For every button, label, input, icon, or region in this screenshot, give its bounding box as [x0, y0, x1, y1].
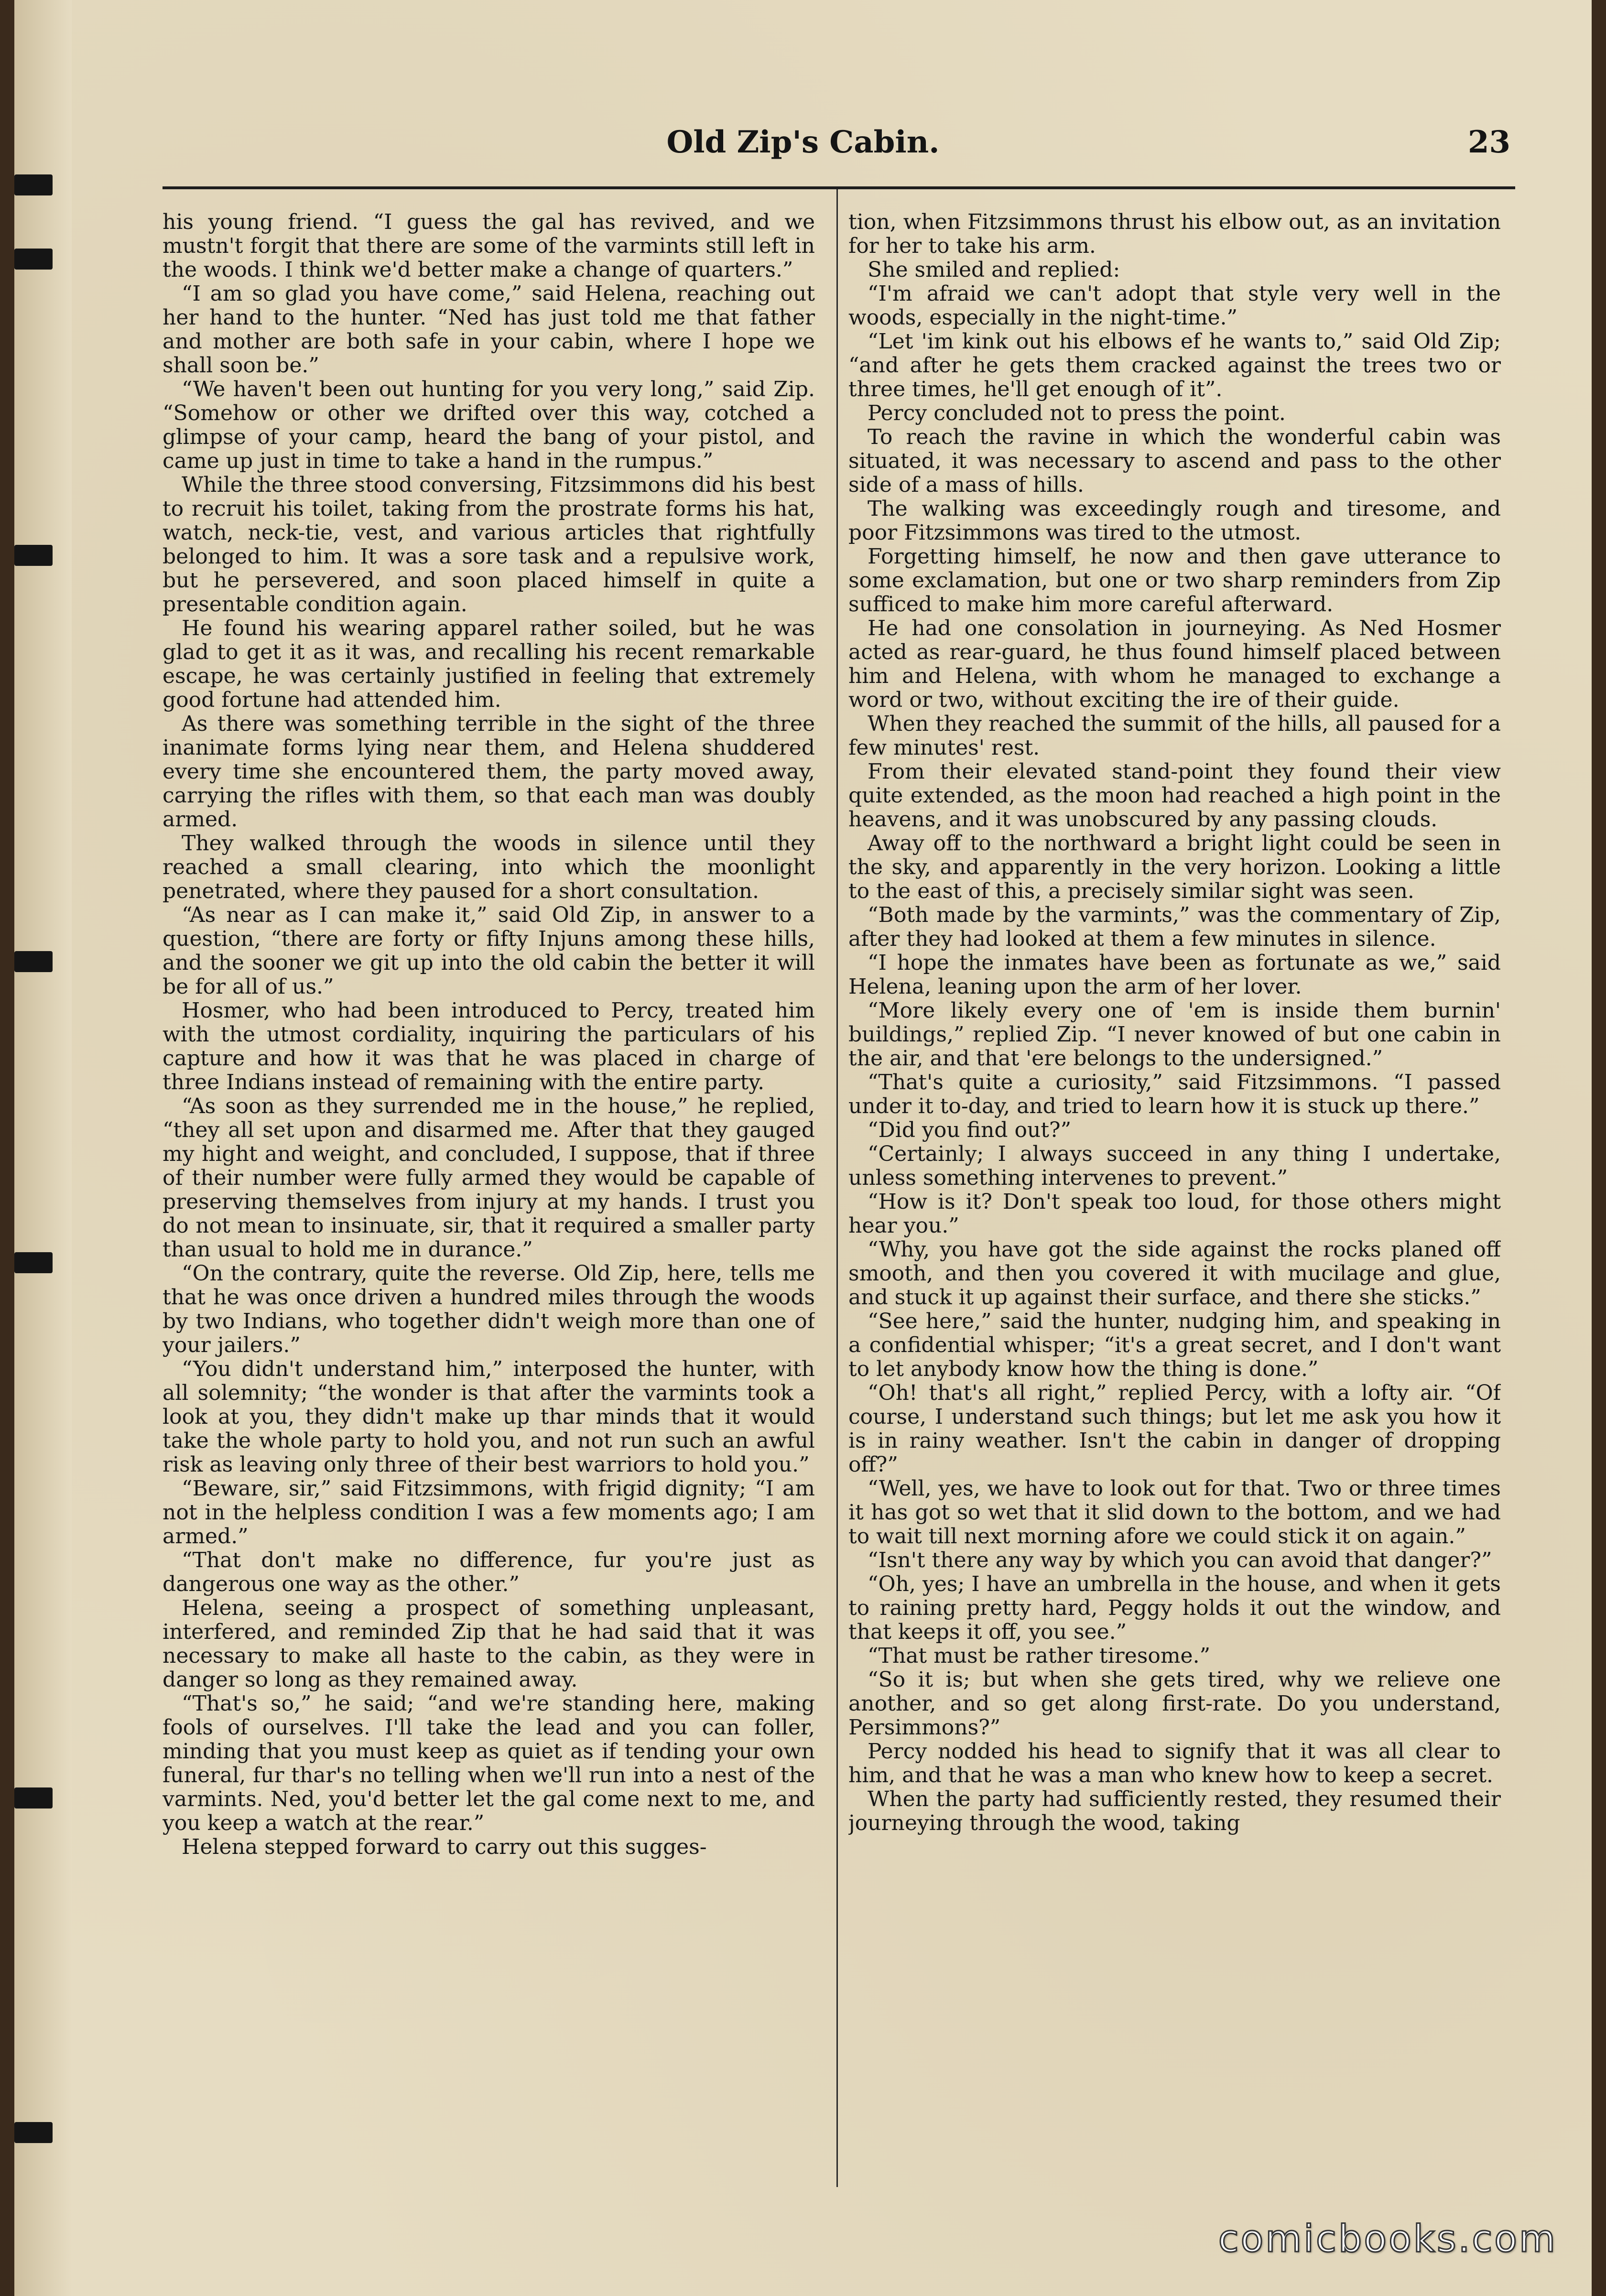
paragraph: “I hope the inmates have been as fortunate as we,” said Helena, leaning upon the arm of her lover.	[848, 951, 1501, 999]
binding-stitch	[14, 545, 53, 566]
paragraph: “That's so,” he said; “and we're standing here, making fools of ourselves. I'll take the lead and you can foller, minding that you must keep as quiet as if tending your own funeral, fur thar's no telling when we'll run into a nest of the varmints. Ned, you'd better let the gal come next to me, and you keep a watch at the rear.”	[163, 1691, 815, 1835]
paragraph: “You didn't understand him,” interposed the hunter, with all solemnity; “the wonder is that after the varmints took a look at you, they didn't make up thar minds that it would take the whole party to hold you, and not run such an awful risk as leaving only three of their best warriors to hold you.”	[163, 1357, 815, 1477]
watermark: comicbooks.com	[1218, 2218, 1557, 2261]
paragraph: “Why, you have got the side against the rocks planed off smooth, and then you covered it with mucilage and glue, and stuck it up against their surface, and there she sticks.”	[848, 1237, 1501, 1310]
paragraph: Helena, seeing a prospect of something unpleasant, interfered, and reminded Zip that he had said that it was necessary to make all haste to the cabin, as they were in danger so long as they remained away.	[163, 1596, 815, 1692]
column-divider	[836, 189, 838, 2187]
binding-gutter	[14, 0, 72, 2296]
paragraph: “Oh! that's all right,” replied Percy, with a lofty air. “Of course, I understand such things; but let me ask you how it is in rainy weather. Isn't the cabin in danger of dropping off?”	[848, 1381, 1501, 1477]
paragraph: “More likely every one of 'em is inside them burnin' buildings,” replied Zip. “I never knowed of but one cabin in the air, and that 'ere belongs to the undersigned.”	[848, 998, 1501, 1071]
paragraph: his young friend. “I guess the gal has revived, and we mustn't forgit that there are some of the varmints still left in the woods. I think we'd better make a change of quarters.”	[163, 210, 815, 282]
paragraph: Hosmer, who had been introduced to Percy, treated him with the utmost cordiality, inquiring the particulars of his capture and how it was that he was placed in charge of three Indians instead of remaining with the entire party.	[163, 998, 815, 1094]
paragraph: He had one consolation in journeying. As Ned Hosmer acted as rear-guard, he thus found himself placed between him and Helena, with whom he managed to exchange a word or two, without exciting the ire of their guide.	[848, 616, 1501, 712]
paragraph: The walking was exceedingly rough and tiresome, and poor Fitzsimmons was tired to the utmost.	[848, 497, 1501, 545]
paragraph: “We haven't been out hunting for you very long,” said Zip. “Somehow or other we drifted over this way, cotched a glimpse of your camp, heard the bang of your pistol, and came up just in time to take a hand in the rumpus.”	[163, 377, 815, 473]
paragraph: “Both made by the varmints,” was the commentary of Zip, after they had looked at them a few minutes in silence.	[848, 903, 1501, 951]
binding-stitch	[14, 951, 53, 972]
paragraph: When they reached the summit of the hills, all paused for a few minutes' rest.	[848, 712, 1501, 760]
running-title: Old Zip's Cabin.	[666, 124, 940, 160]
paragraph: “That don't make no difference, fur you're just as dangerous one way as the other.”	[163, 1548, 815, 1596]
right-column	[848, 210, 1501, 2194]
paragraph: From their elevated stand-point they found their view quite extended, as the moon had reached a high point in the heavens, and it was unobscured by any passing clouds.	[848, 759, 1501, 832]
paragraph: “Beware, sir,” said Fitzsimmons, with frigid dignity; “I am not in the helpless condition I was a few moments ago; I am armed.”	[163, 1476, 815, 1549]
paragraph: “I'm afraid we can't adopt that style very well in the woods, especially in the night-time.”	[848, 282, 1501, 330]
paragraph: She smiled and replied:	[868, 258, 1120, 282]
paragraph: Percy concluded not to press the point.	[868, 401, 1286, 425]
paragraph: As there was something terrible in the sight of the three inanimate forms lying near them, and Helena shuddered every time she encountered them, the party moved away, carrying the rifles with them, so that each man was doubly armed.	[163, 712, 815, 832]
page-number: 23	[1467, 124, 1510, 160]
paragraph: He found his wearing apparel rather soiled, but he was glad to get it as it was, and recalling his recent remarkable escape, he was certainly justified in feeling that extremely good fortune had attended him.	[163, 616, 815, 712]
page-header	[14, 119, 1592, 172]
binding-stitch	[14, 1787, 53, 1809]
paragraph: “On the contrary, quite the reverse. Old Zip, here, tells me that he was once driven a hundred miles through the woods by two Indians, who together didn't weigh more than one of your jailers.”	[163, 1261, 815, 1357]
paragraph: “That must be rather tiresome.”	[868, 1644, 1211, 1668]
magazine-page	[14, 0, 1592, 2296]
paragraph: tion, when Fitzsimmons thrust his elbow out, as an invitation for her to take his arm.	[848, 210, 1501, 258]
paragraph: “Did you find out?”	[868, 1118, 1072, 1142]
paragraph: “So it is; but when she gets tired, why we relieve one another, and so get along first-rate. Do you understand, Persimmons?”	[848, 1668, 1501, 1740]
paragraph: Percy nodded his head to signify that it was all clear to him, and that he was a man who knew how to keep a secret.	[848, 1739, 1501, 1787]
left-column	[163, 210, 815, 2194]
paragraph: While the three stood conversing, Fitzsimmons did his best to recruit his toilet, taking from the prostrate forms his hat, watch, neck-tie, vest, and various articles that rightfully belonged to him. It was a sore task and a repulsive work, but he persevered, and soon placed himself in quite a presentable condition again.	[163, 473, 815, 617]
paragraph: “How is it? Don't speak too loud, for those others might hear you.”	[848, 1190, 1501, 1238]
paragraph: Away off to the northward a bright light could be seen in the sky, and apparently in the very horizon. Looking a little to the east of this, a precisely similar sight was seen.	[848, 831, 1501, 903]
paragraph: “See here,” said the hunter, nudging him, and speaking in a confidential whisper; “it's a great secret, and I don't want to let anybody know how the thing is done.”	[848, 1309, 1501, 1381]
paragraph: When the party had sufficiently rested, they resumed their journeying through the wood, taking	[848, 1787, 1501, 1835]
paragraph: “That's quite a curiosity,” said Fitzsimmons. “I passed under it to-day, and tried to learn how it is stuck up there.”	[848, 1070, 1501, 1118]
binding-stitch	[14, 174, 53, 195]
paragraph: “Isn't there any way by which you can avoid that danger?”	[868, 1548, 1492, 1572]
paragraph: “As near as I can make it,” said Old Zip, in answer to a question, “there are forty or fifty Injuns among these hills, and the sooner we git up into the old cabin the better it will be for all of us.”	[163, 903, 815, 999]
binding-stitch	[14, 1252, 53, 1273]
paragraph: “Let 'im kink out his elbows ef he wants to,” said Old Zip; “and after he gets them cracked against the trees two or three times, he'll get enough of it”.	[848, 329, 1501, 401]
paragraph: Forgetting himself, he now and then gave utterance to some exclamation, but one or two sharp reminders from Zip sufficed to make him more careful afterward.	[848, 544, 1501, 617]
header-rule	[163, 186, 1515, 189]
binding-stitch	[14, 249, 53, 270]
paragraph: To reach the ravine in which the wonderful cabin was situated, it was necessary to ascend and pass to the other side of a mass of hills.	[848, 425, 1501, 497]
paragraph: Helena stepped forward to carry out this sugges-	[182, 1835, 707, 1859]
paragraph: “Oh, yes; I have an umbrella in the house, and when it gets to raining pretty hard, Peggy holds it out the window, and that keeps it off, you see.”	[848, 1572, 1501, 1644]
paragraph: “Well, yes, we have to look out for that. Two or three times it has got so wet that it slid down to the bottom, and we had to wait till next morning afore we could stick it on again.”	[848, 1476, 1501, 1549]
paragraph: “I am so glad you have come,” said Helena, reaching out her hand to the hunter. “Ned has just told me that father and mother are both safe in your cabin, where I hope we shall soon be.”	[163, 282, 815, 378]
binding-stitch	[14, 2122, 53, 2143]
paragraph: “As soon as they surrended me in the house,” he replied, “they all set upon and disarmed me. After that they gauged my hight and weight, and concluded, I suppose, that if three of their number were fully armed they would be capable of preserving themselves from injury at my hands. I trust you do not mean to insinuate, sir, that it required a smaller party than usual to hold me in durance.”	[163, 1094, 815, 1262]
paragraph: “Certainly; I always succeed in any thing I undertake, unless something intervenes to prevent.”	[848, 1142, 1501, 1190]
paragraph: They walked through the woods in silence until they reached a small clearing, into which the moonlight penetrated, where they paused for a short consultation.	[163, 831, 815, 903]
